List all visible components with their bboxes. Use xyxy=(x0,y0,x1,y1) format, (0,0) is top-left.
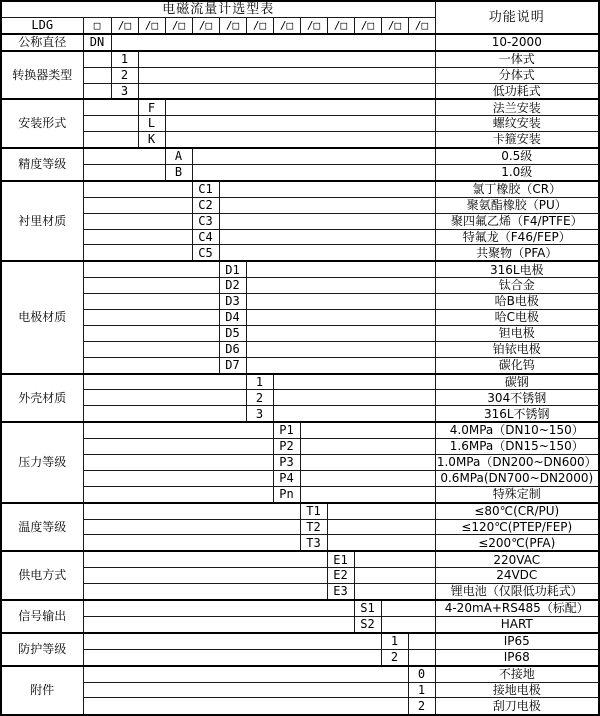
empty-cell xyxy=(83,551,327,567)
empty-cell xyxy=(354,568,435,584)
option-code: 1 xyxy=(381,633,408,649)
option-description: 0.5级 xyxy=(435,148,599,164)
empty-cell xyxy=(83,455,273,471)
empty-cell xyxy=(83,616,354,632)
model-code-slot: /□ xyxy=(327,17,354,33)
empty-cell xyxy=(83,341,219,357)
option-description: ≤200℃(PFA) xyxy=(435,535,599,551)
empty-cell xyxy=(83,132,138,148)
empty-cell xyxy=(327,535,435,551)
category-label: 防护等级 xyxy=(1,633,83,666)
empty-cell xyxy=(300,422,435,438)
option-code: 2 xyxy=(381,649,408,665)
model-prefix: LDG xyxy=(1,17,83,33)
option-description: 法兰安装 xyxy=(435,99,599,115)
option-code: S2 xyxy=(354,616,381,632)
empty-cell xyxy=(83,568,327,584)
empty-cell xyxy=(83,519,300,535)
option-code: D4 xyxy=(219,310,246,326)
category-label: 公称直径 xyxy=(1,34,83,51)
empty-cell xyxy=(111,34,435,51)
option-code: A xyxy=(165,148,192,164)
option-description: IP68 xyxy=(435,649,599,665)
option-code: E1 xyxy=(327,551,354,567)
empty-cell xyxy=(83,83,111,99)
option-description: 1.6MPa（DN15~150） xyxy=(435,439,599,455)
option-description: 0.6MPa(DN700~DN2000) xyxy=(435,470,599,486)
empty-cell xyxy=(83,633,381,649)
option-description: 特殊定制 xyxy=(435,486,599,502)
option-code: 2 xyxy=(246,390,273,406)
empty-cell xyxy=(83,503,300,519)
function-column-header: 功能说明 xyxy=(435,1,599,34)
empty-cell xyxy=(246,357,435,373)
empty-cell xyxy=(138,51,435,67)
category-label: 附件 xyxy=(1,666,83,715)
option-code: Pn xyxy=(273,486,300,502)
option-description: 碳钢 xyxy=(435,374,599,390)
option-description: 不接地 xyxy=(435,666,599,682)
empty-cell xyxy=(273,374,435,390)
empty-cell xyxy=(246,294,435,310)
table-title: 电磁流量计选型表 xyxy=(1,1,435,17)
empty-cell xyxy=(83,584,327,600)
model-code-slot: /□ xyxy=(408,17,435,33)
empty-cell xyxy=(83,99,138,115)
category-label: 衬里材质 xyxy=(1,181,83,261)
model-code-slot: /□ xyxy=(246,17,273,33)
option-code: D3 xyxy=(219,294,246,310)
option-description: 4.0MPa（DN10~150） xyxy=(435,422,599,438)
option-description: 一体式 xyxy=(435,51,599,67)
option-description: 316L电极 xyxy=(435,261,599,277)
empty-cell xyxy=(165,132,435,148)
empty-cell xyxy=(300,439,435,455)
option-description: 铂铱电极 xyxy=(435,341,599,357)
option-description: 聚氨酯橡胶（PU） xyxy=(435,197,599,213)
empty-cell xyxy=(83,486,273,502)
empty-cell xyxy=(83,535,300,551)
empty-cell xyxy=(83,439,273,455)
option-code: D1 xyxy=(219,261,246,277)
empty-cell xyxy=(219,245,435,261)
empty-cell xyxy=(83,374,246,390)
empty-cell xyxy=(192,165,435,181)
option-code: E2 xyxy=(327,568,354,584)
option-code: D7 xyxy=(219,357,246,373)
option-description: IP65 xyxy=(435,633,599,649)
empty-cell xyxy=(83,422,273,438)
empty-cell xyxy=(83,181,192,197)
option-description: 10-2000 xyxy=(435,34,599,51)
option-code: 2 xyxy=(408,698,435,715)
option-code: F xyxy=(138,99,165,115)
empty-cell xyxy=(246,261,435,277)
option-code: P1 xyxy=(273,422,300,438)
empty-cell xyxy=(83,600,354,616)
option-code: 1 xyxy=(246,374,273,390)
empty-cell xyxy=(354,584,435,600)
empty-cell xyxy=(83,165,165,181)
option-code: C1 xyxy=(192,181,219,197)
empty-cell xyxy=(165,99,435,115)
option-code: C2 xyxy=(192,197,219,213)
empty-cell xyxy=(138,67,435,83)
option-description: 钽电极 xyxy=(435,325,599,341)
empty-cell xyxy=(83,278,219,294)
empty-cell xyxy=(246,310,435,326)
option-code: 3 xyxy=(111,83,138,99)
empty-cell xyxy=(165,116,435,132)
option-code: P3 xyxy=(273,455,300,471)
option-code: T2 xyxy=(300,519,327,535)
empty-cell xyxy=(219,213,435,229)
model-code-box: □ xyxy=(83,17,111,33)
option-description: 哈C电极 xyxy=(435,310,599,326)
option-description: 碳化钨 xyxy=(435,357,599,373)
empty-cell xyxy=(83,229,192,245)
option-description: 304不锈钢 xyxy=(435,390,599,406)
category-label: 信号输出 xyxy=(1,600,83,633)
model-code-slot: /□ xyxy=(354,17,381,33)
option-code: 1 xyxy=(408,682,435,698)
option-code: P2 xyxy=(273,439,300,455)
option-code: D6 xyxy=(219,341,246,357)
option-code: S1 xyxy=(354,600,381,616)
empty-cell xyxy=(83,245,192,261)
empty-cell xyxy=(300,486,435,502)
empty-cell xyxy=(83,470,273,486)
option-code: 2 xyxy=(111,67,138,83)
option-code: 0 xyxy=(408,666,435,682)
option-code: K xyxy=(138,132,165,148)
empty-cell xyxy=(300,470,435,486)
category-label: 转换器类型 xyxy=(1,51,83,100)
option-description: 接地电极 xyxy=(435,682,599,698)
option-description: 哈B电极 xyxy=(435,294,599,310)
empty-cell xyxy=(83,666,408,682)
option-description: 特氟龙（F46/FEP） xyxy=(435,229,599,245)
option-description: 共聚物（PFA） xyxy=(435,245,599,261)
empty-cell xyxy=(300,455,435,471)
empty-cell xyxy=(273,390,435,406)
option-description: 1.0MPa（DN200~DN600） xyxy=(435,455,599,471)
empty-cell xyxy=(354,551,435,567)
empty-cell xyxy=(83,294,219,310)
empty-cell xyxy=(138,83,435,99)
model-code-slot: /□ xyxy=(381,17,408,33)
model-code-slot: /□ xyxy=(138,17,165,33)
option-description: 锂电池（仅限低功耗式） xyxy=(435,584,599,600)
option-description: 卡箍安装 xyxy=(435,132,599,148)
option-description: 低功耗式 xyxy=(435,83,599,99)
option-description: 刮刀电极 xyxy=(435,698,599,715)
empty-cell xyxy=(381,600,435,616)
empty-cell xyxy=(83,148,165,164)
empty-cell xyxy=(83,51,111,67)
empty-cell xyxy=(246,278,435,294)
category-label: 安装形式 xyxy=(1,99,83,148)
option-description: 4-20mA+RS485（标配） xyxy=(435,600,599,616)
option-code: T3 xyxy=(300,535,327,551)
empty-cell xyxy=(83,310,219,326)
option-description: 分体式 xyxy=(435,67,599,83)
empty-cell xyxy=(381,616,435,632)
empty-cell xyxy=(83,67,111,83)
option-code: T1 xyxy=(300,503,327,519)
option-code: C5 xyxy=(192,245,219,261)
category-label: 压力等级 xyxy=(1,422,83,502)
option-description: ≤120℃(PTEP/FEP) xyxy=(435,519,599,535)
empty-cell xyxy=(273,406,435,422)
model-code-slot: /□ xyxy=(273,17,300,33)
empty-cell xyxy=(327,519,435,535)
category-label: 温度等级 xyxy=(1,503,83,552)
category-label: 精度等级 xyxy=(1,148,83,181)
empty-cell xyxy=(83,261,219,277)
empty-cell xyxy=(219,197,435,213)
option-code: B xyxy=(165,165,192,181)
category-label: 供电方式 xyxy=(1,551,83,600)
option-description: 聚四氟乙烯（F4/PTFE） xyxy=(435,213,599,229)
empty-cell xyxy=(219,229,435,245)
empty-cell xyxy=(192,148,435,164)
option-code: D5 xyxy=(219,325,246,341)
option-code: 1 xyxy=(111,51,138,67)
option-description: ≤80℃(CR/PU) xyxy=(435,503,599,519)
option-code: P4 xyxy=(273,470,300,486)
category-label: 电极材质 xyxy=(1,261,83,373)
option-description: 220VAC xyxy=(435,551,599,567)
empty-cell xyxy=(83,357,219,373)
empty-cell xyxy=(83,325,219,341)
option-description: 螺纹安装 xyxy=(435,116,599,132)
empty-cell xyxy=(246,341,435,357)
empty-cell xyxy=(83,698,408,715)
option-code: C3 xyxy=(192,213,219,229)
option-description: 24VDC xyxy=(435,568,599,584)
option-description: 1.0级 xyxy=(435,165,599,181)
empty-cell xyxy=(408,649,435,665)
model-code-slot: /□ xyxy=(111,17,138,33)
empty-cell xyxy=(408,633,435,649)
empty-cell xyxy=(83,406,246,422)
model-code-slot: /□ xyxy=(300,17,327,33)
empty-cell xyxy=(246,325,435,341)
category-label: 外壳材质 xyxy=(1,374,83,423)
option-code: DN xyxy=(83,34,111,51)
option-code: C4 xyxy=(192,229,219,245)
empty-cell xyxy=(83,649,381,665)
option-code: D2 xyxy=(219,278,246,294)
empty-cell xyxy=(327,503,435,519)
model-code-slot: /□ xyxy=(165,17,192,33)
option-description: 氯丁橡胶（CR） xyxy=(435,181,599,197)
model-code-slot: /□ xyxy=(219,17,246,33)
option-description: 钛合金 xyxy=(435,278,599,294)
option-code: E3 xyxy=(327,584,354,600)
model-code-slot: /□ xyxy=(192,17,219,33)
option-description: HART xyxy=(435,616,599,632)
empty-cell xyxy=(83,213,192,229)
option-code: L xyxy=(138,116,165,132)
empty-cell xyxy=(83,116,138,132)
empty-cell xyxy=(83,197,192,213)
empty-cell xyxy=(219,181,435,197)
option-description: 316L不锈钢 xyxy=(435,406,599,422)
option-code: 3 xyxy=(246,406,273,422)
empty-cell xyxy=(83,682,408,698)
empty-cell xyxy=(83,390,246,406)
